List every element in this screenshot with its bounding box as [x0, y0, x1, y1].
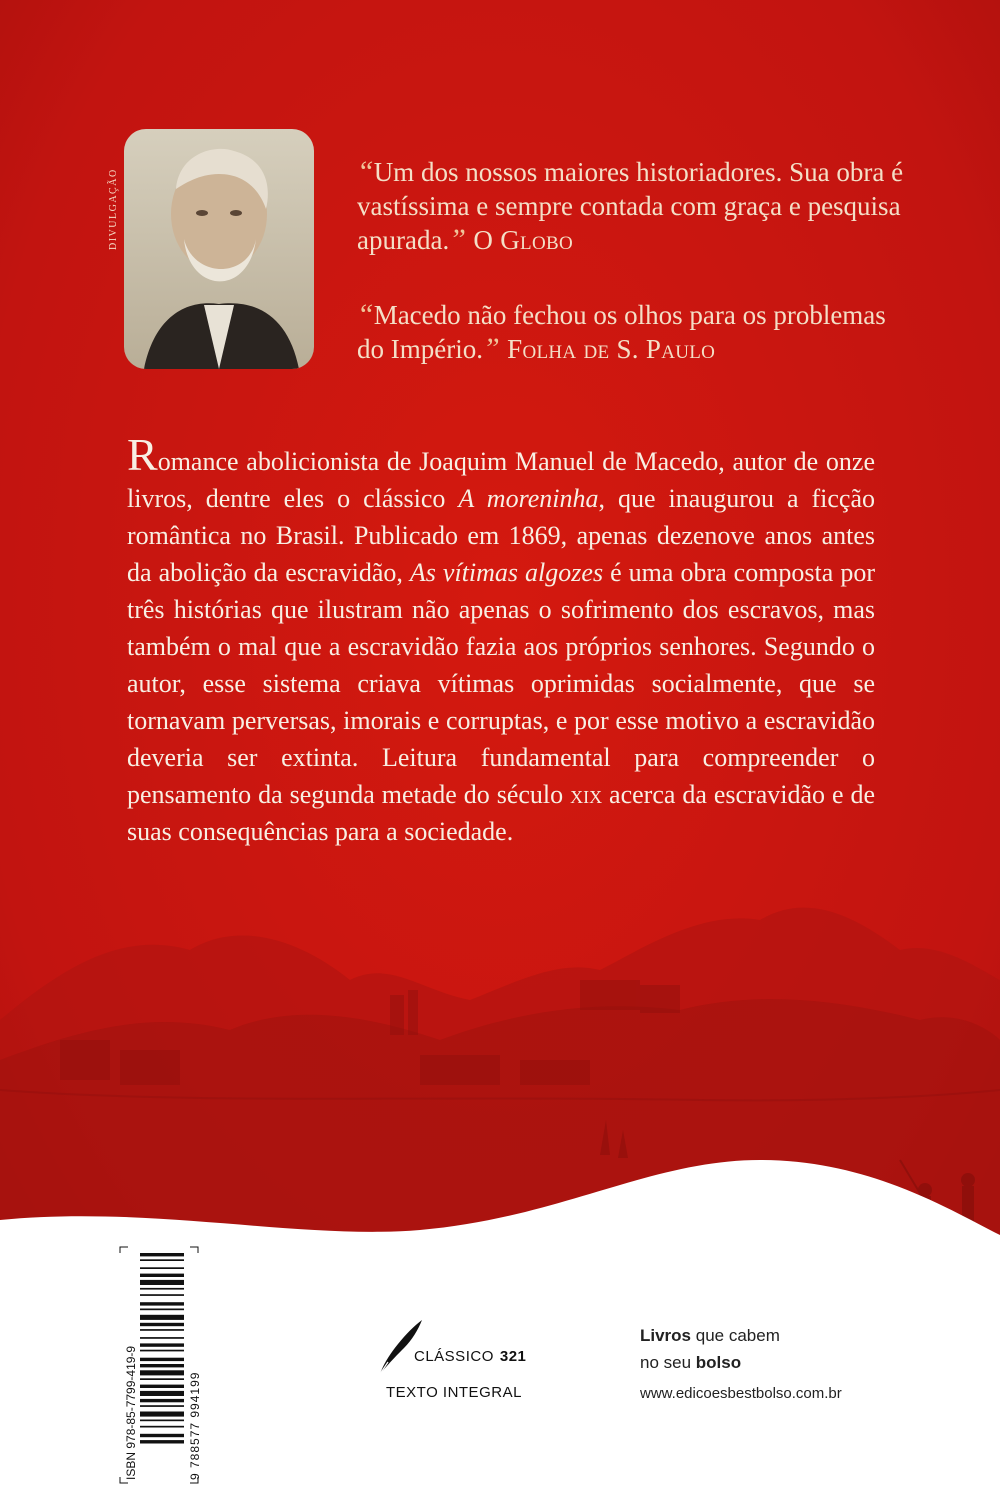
series-number: 321	[499, 1348, 527, 1365]
author-portrait	[124, 129, 314, 369]
quote-source: Folha de S. Paulo	[507, 334, 716, 364]
publisher-slogan: Livros que cabem no seu bolso	[640, 1326, 780, 1372]
drop-cap: R	[127, 429, 158, 480]
photo-credit: DIVULGAÇÃO	[108, 168, 119, 250]
title-a-moreninha: A moreninha	[458, 484, 599, 513]
texto-integral-label: TEXTO INTEGRAL	[386, 1384, 522, 1401]
ean-digits: 9 788577 994199	[188, 1371, 202, 1480]
quill-pen-icon	[374, 1318, 424, 1376]
isbn-number: ISBN 978-85-7799-419-9	[124, 1345, 138, 1480]
series-mark	[374, 1318, 554, 1408]
series-label: CLÁSSICO 321	[414, 1348, 527, 1365]
quote-folha: “Macedo não fechou os olhos para os problemas do Império.” Folha de S. Paulo	[357, 298, 886, 365]
quote-text: Macedo não fechou os olhos para os problemas do Império.	[357, 300, 886, 364]
publisher-website[interactable]: www.edicoesbestbolso.com.br	[640, 1385, 842, 1402]
quote-text: Um dos nossos maiores historiadores. Sua obra é vastíssima e sempre contada com graça e pesquisa apurada.	[357, 157, 904, 255]
quote-o-globo: “Um dos nossos maiores historiadores. Sua obra é vastíssima e sempre contada com graça e pesquisa apurada.” O Globo	[357, 155, 904, 256]
title-as-vitimas-algozes: As vítimas algozes	[409, 558, 604, 587]
book-synopsis: Romance abolicionista de Joaquim Manuel de Macedo, autor de onze livros, dentre eles o clássico A moreninha, que inaugurou a ficção romântica no Brasil. Publicado em 1869, apenas dezenove anos antes da abolição da escravidão, As vítimas algozes é uma obra composta por três histórias que ilustram não apenas o sofrimento dos escravos, mas também o mal que a escravidão fazia aos próprios senhores. Segundo o autor, esse sistema criava vítimas oprimidas socialmente, que se tornavam perversas, imorais e corruptas, e por esse motivo a escravidão deveria ser extinta. Leitura fundamental para compreender o pensamento da segunda metade do século xix acerca da escravidão e de suas consequências para a sociedade.	[127, 429, 875, 846]
quote-source: O Globo	[473, 225, 573, 255]
